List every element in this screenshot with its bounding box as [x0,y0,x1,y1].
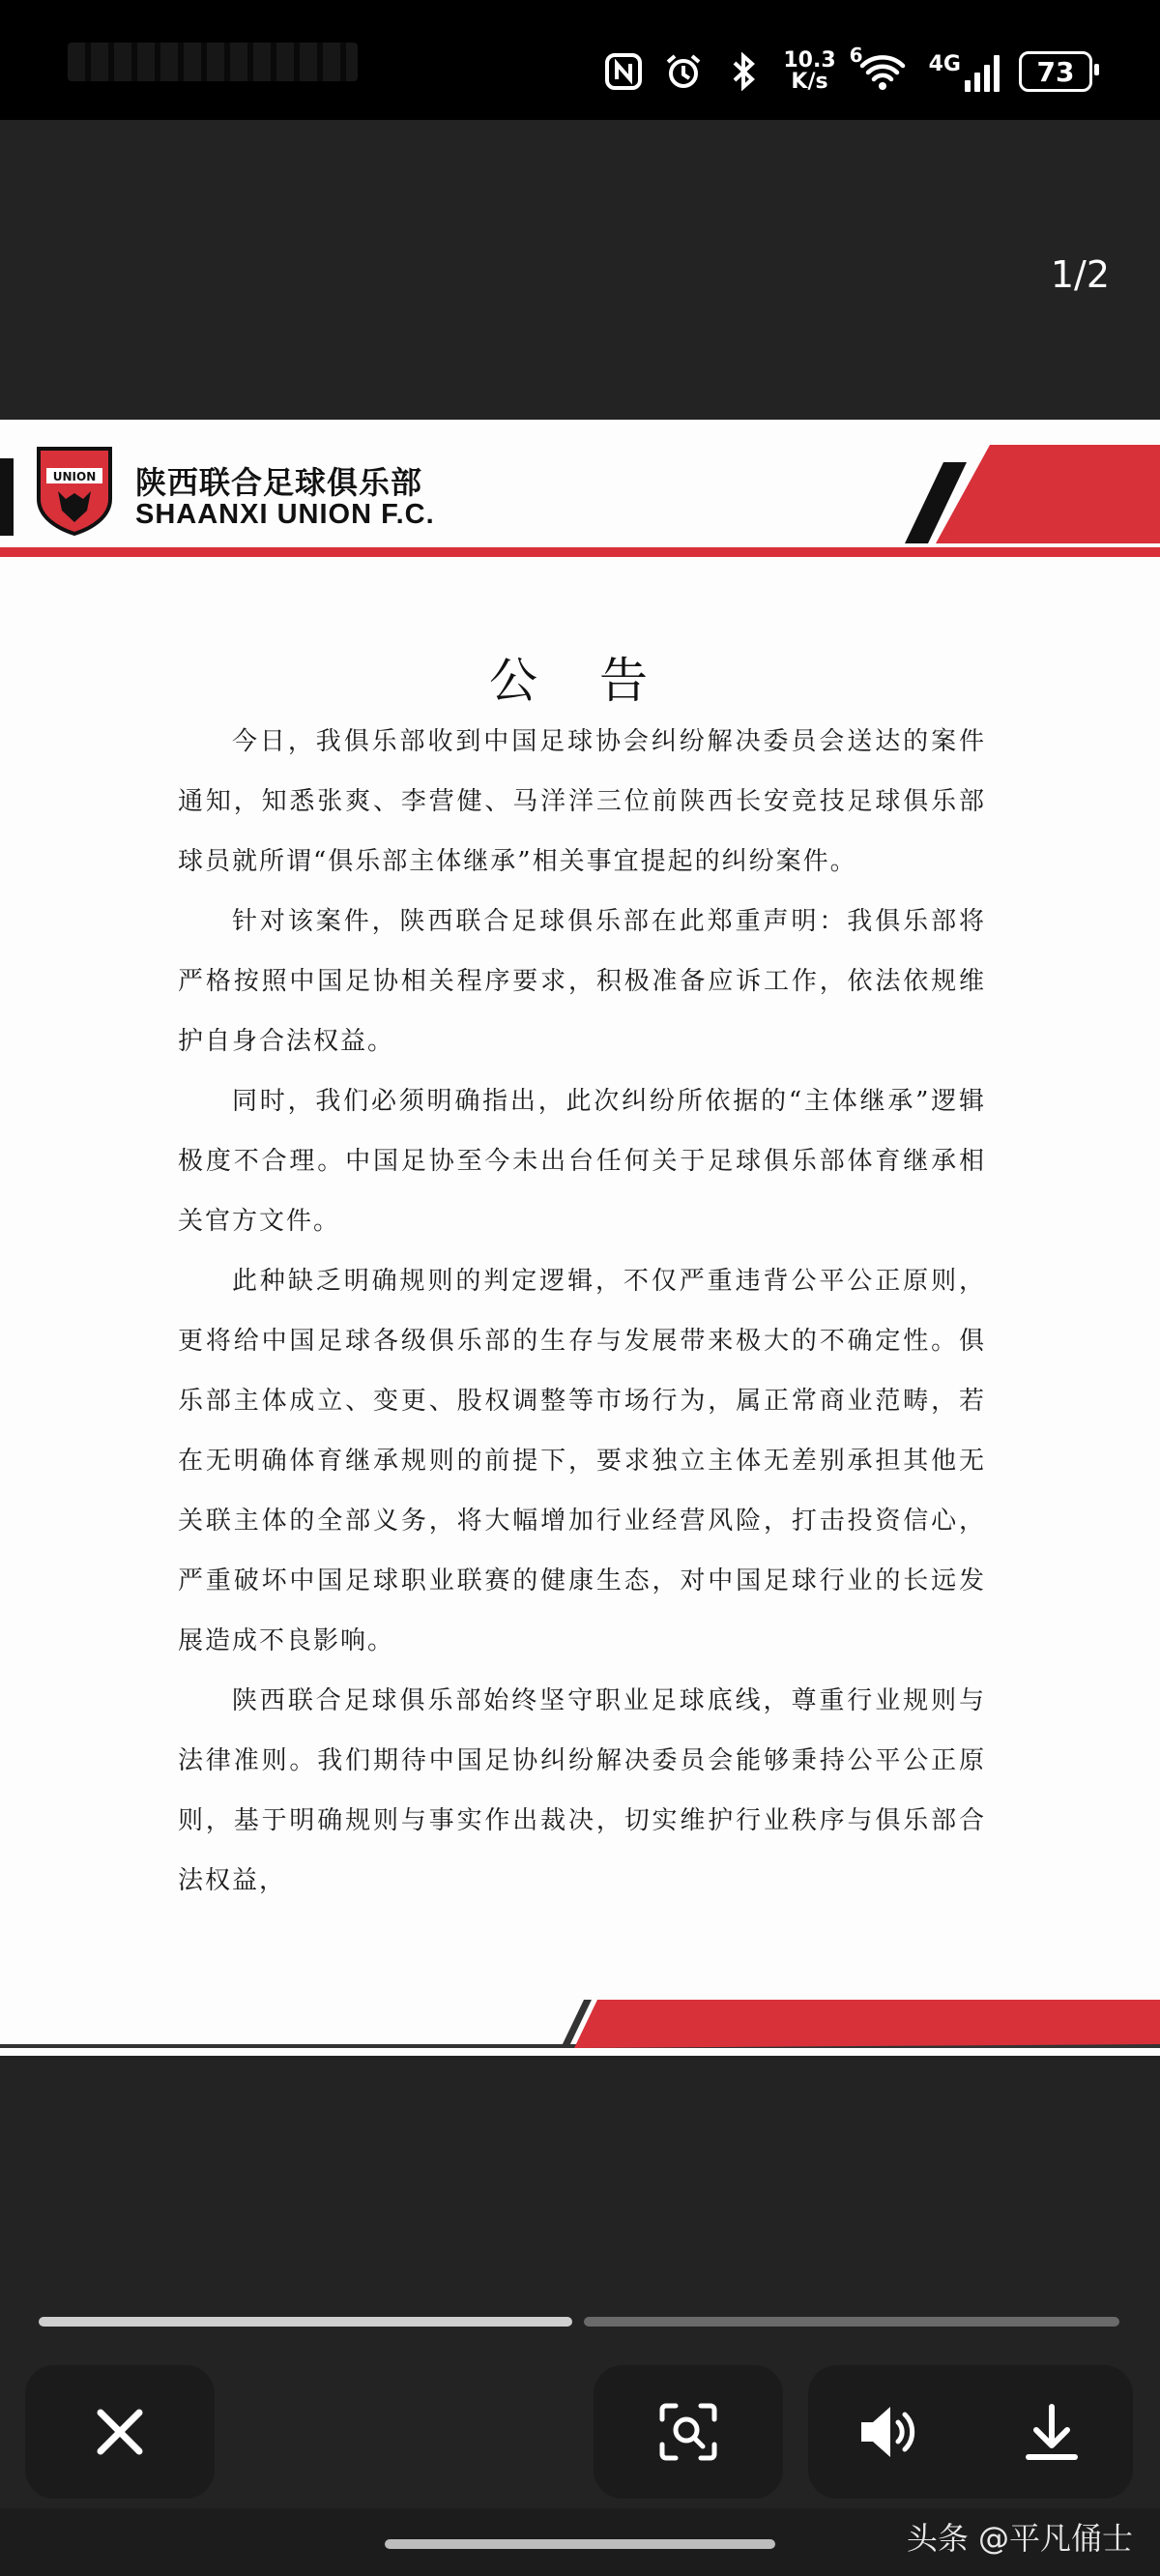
status-bar [0,0,1160,120]
page-counter: 1/2 [1050,253,1110,296]
page-indicator-1[interactable] [39,2317,572,2327]
network-speed-value: 10.3 [783,48,836,73]
announcement-body [178,712,986,1911]
announcement-title: 公 告 [489,653,671,709]
page-indicator-2[interactable] [584,2317,1119,2327]
letterhead-footer [0,1998,1160,2056]
paragraph-1: 今日，我俱乐部收到中国足球协会纠纷解决委员会送达的案件通知，知悉张爽、李营健、马洋洋三位前陕西长安竞技足球俱乐部球员就所谓“俱乐部主体继承”相关事宜提起的纠纷案件。 [178,727,986,876]
document-page[interactable] [0,420,1160,2056]
alarm-icon [663,51,704,92]
source-watermark: 头条 @平凡俑士 [906,2520,1133,2557]
club-name-en: SHAANXI UNION F.C. [135,499,435,530]
download-icon [1025,2403,1079,2461]
cell-label: 4G [928,51,961,76]
action-button-group [808,2365,1133,2499]
network-speed-unit: K/s [791,70,828,94]
home-indicator[interactable] [385,2539,775,2549]
battery-indicator [1019,51,1092,92]
letterhead [0,420,1160,561]
letterhead-left-bar [0,458,14,536]
speaker-icon [857,2403,921,2461]
bluetooth-icon [723,51,764,92]
signal-bars-icon [965,53,1000,92]
club-logo [35,443,114,536]
nfc-icon [603,51,644,92]
paragraph-3: 同时，我们必须明确指出，此次纠纷所依据的“主体继承”逻辑极度不合理。中国足协至今未出台任何关于足球俱乐部体育继承相关官方文件。 [178,1087,986,1236]
paragraph-5: 陕西联合足球俱乐部始终坚守职业足球底线，尊重行业规则与法律准则。我们期待中国足协纠纷解决委员会能够秉持公平公正原则，基于明确规则与事实作出裁决，切实维护行业秩序与俱乐部合法权益， [178,1686,986,1895]
wifi-label: 6 [849,44,863,67]
club-name-cn: 陕西联合足球俱乐部 [135,464,423,501]
paragraph-2: 针对该案件，陕西联合足球俱乐部在此郑重声明：我俱乐部将严格按照中国足协相关程序要求，积极准备应诉工作，依法依规维护自身合法权益。 [178,907,986,1056]
paragraph-4: 此种缺乏明确规则的判定逻辑，不仅严重违背公平公正原则，更将给中国足球各级俱乐部的生存与发展带来极大的不确定性。俱乐部主体成立、变更、股权调整等市场行为，属正常商业范畴，若在无明确体育继承规则的前提下，要求独立主体无差别承担其他无关联主体的全部义务，将大幅增加行业经营风险，打击投资信心，严重破坏中国足球职业联赛的健康生态，对中国足球行业的长远发展造成不良影响。 [178,1267,986,1655]
logo-text: UNION [52,470,97,483]
close-button[interactable] [25,2365,215,2499]
status-bar-carrier-blurred [68,43,358,81]
network-speed [783,50,835,93]
close-icon [81,2393,159,2471]
cell-signal [929,52,1000,92]
battery-level: 73 [1036,55,1075,88]
image-search-icon [650,2393,727,2471]
image-search-button[interactable] [594,2365,783,2499]
download-button[interactable] [1013,2393,1090,2471]
wifi-icon [849,44,910,92]
speaker-button[interactable] [851,2393,928,2471]
status-bar-icons [603,43,1092,101]
